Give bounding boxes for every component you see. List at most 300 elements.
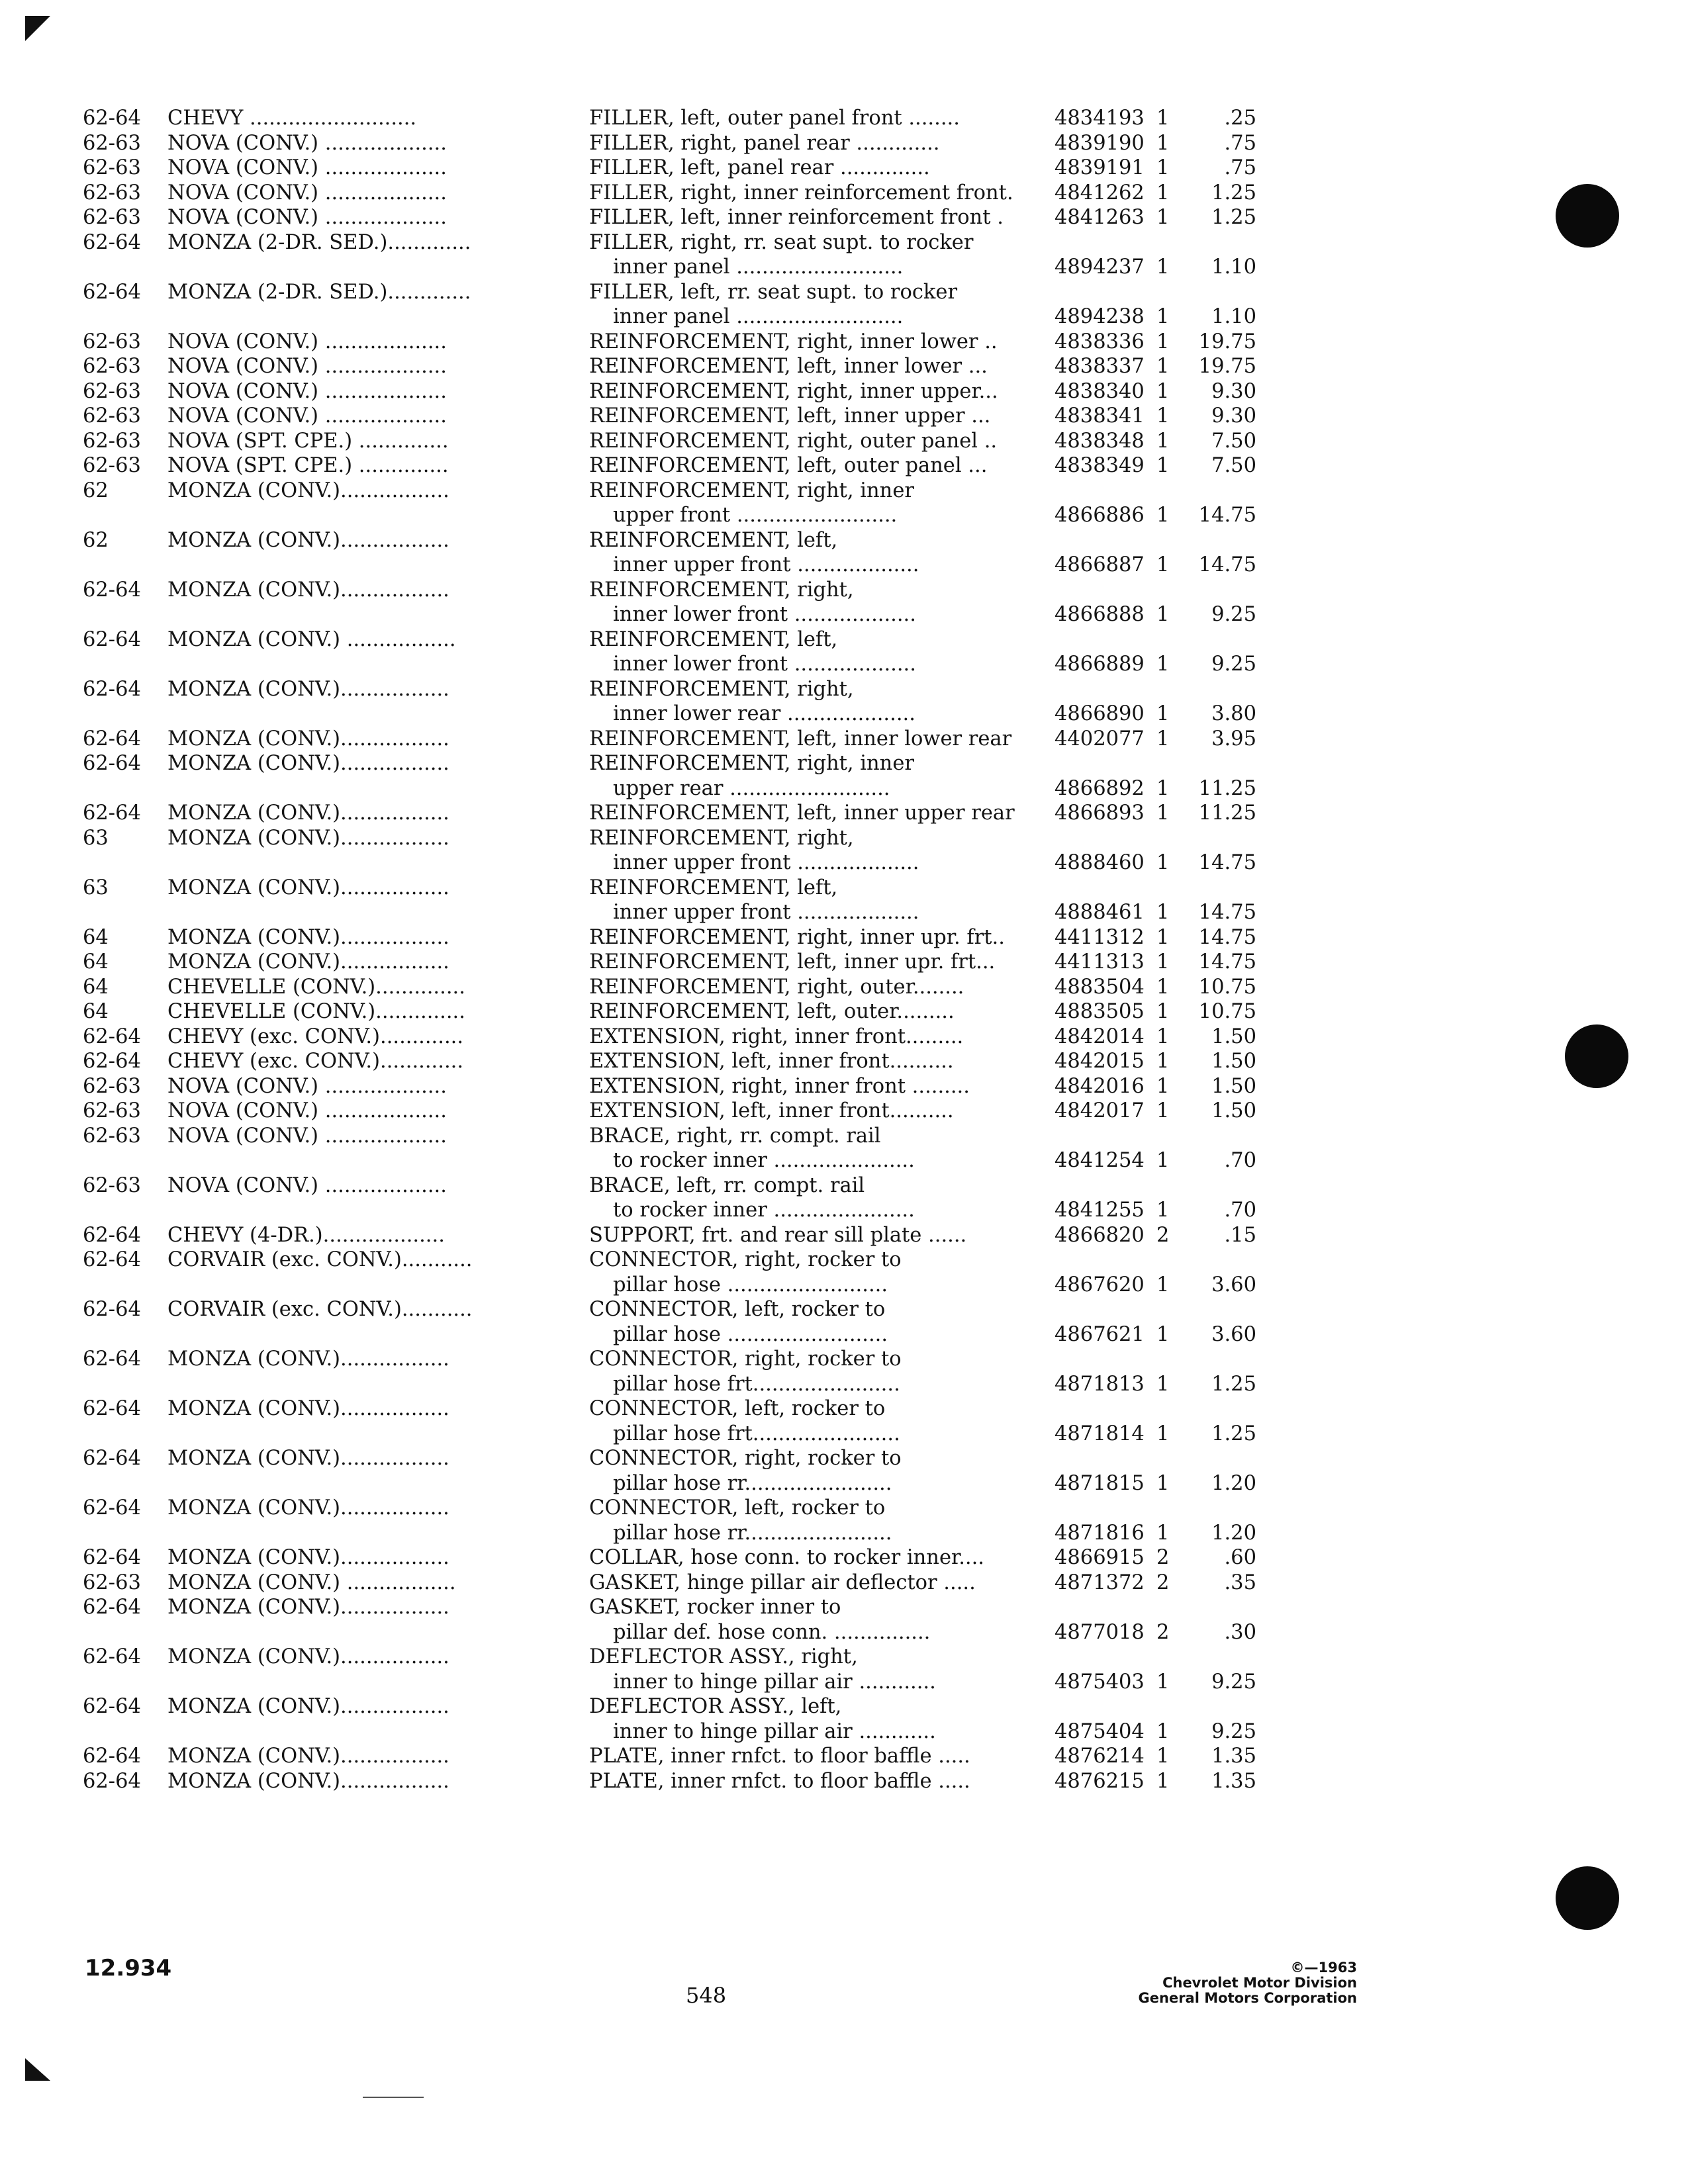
part-number: 4841263 <box>1055 206 1145 229</box>
part-description <box>589 330 1112 355</box>
part-description-continuation: pillar hose rr....................... <box>613 1471 892 1495</box>
part-description-line: FILLER, left, rr. seat supt. to rocker <box>589 280 958 304</box>
parts-row <box>83 330 1274 355</box>
list-price: 1.10 <box>1211 305 1256 328</box>
part-description <box>589 106 1112 131</box>
list-price: 3.80 <box>1211 702 1256 725</box>
part-number: 4402077 <box>1055 727 1145 751</box>
quantity: 1 <box>1156 1745 1170 1768</box>
part-description-line: REINFORCEMENT, right, inner <box>589 478 914 502</box>
part-description-line: REINFORCEMENT, right, inner lower .. <box>589 330 998 353</box>
model-name: MONZA (CONV.)................. <box>167 1347 449 1371</box>
parts-row <box>83 106 1274 131</box>
list-price: 14.75 <box>1198 925 1256 949</box>
model-year: 62-64 <box>83 801 141 825</box>
part-description-line: REINFORCEMENT, right, <box>589 826 854 850</box>
part-number: 4839191 <box>1055 156 1145 179</box>
part-description-line: DEFLECTOR ASSY., right, <box>589 1645 858 1668</box>
part-description-line: REINFORCEMENT, left, <box>589 528 838 552</box>
quantity: 1 <box>1156 1099 1170 1122</box>
parts-row <box>83 1248 1274 1297</box>
parts-row <box>83 677 1274 727</box>
parts-row <box>83 1347 1274 1396</box>
model-name: MONZA (CONV.)................. <box>167 1645 449 1668</box>
part-description-line: REINFORCEMENT, right, inner upper... <box>589 379 998 403</box>
model-year: 62-64 <box>83 1223 141 1247</box>
quantity: 1 <box>1156 1322 1170 1346</box>
corporation-line: General Motors Corporation <box>1138 1990 1357 2006</box>
model-year: 62-63 <box>83 355 141 378</box>
parts-row <box>83 1595 1274 1645</box>
list-price: 7.50 <box>1211 429 1256 453</box>
model-name: NOVA (CONV.) ................... <box>167 181 447 205</box>
list-price: .75 <box>1224 131 1256 155</box>
list-price: 14.75 <box>1198 851 1256 874</box>
part-description <box>589 1769 1112 1794</box>
quantity: 1 <box>1156 1769 1170 1793</box>
part-description-line: REINFORCEMENT, right, outer........ <box>589 975 964 999</box>
part-number: 4841255 <box>1055 1199 1145 1222</box>
model-year: 62-64 <box>83 1645 141 1668</box>
part-description-continuation: pillar hose ......................... <box>613 1273 888 1297</box>
part-description-continuation: to rocker inner ...................... <box>613 1149 915 1172</box>
part-number: 4839190 <box>1055 131 1145 155</box>
model-name: NOVA (CONV.) ................... <box>167 206 447 229</box>
part-number: 4838336 <box>1055 330 1145 353</box>
model-year: 62-64 <box>83 1298 141 1321</box>
part-description-line: PLATE, inner rnfct. to floor baffle ..... <box>589 1745 970 1768</box>
part-description <box>589 156 1112 181</box>
parts-row <box>83 627 1274 677</box>
model-year: 62-64 <box>83 1695 141 1718</box>
model-name: NOVA (CONV.) ................... <box>167 404 447 428</box>
model-year: 62-64 <box>83 1745 141 1768</box>
part-number: 4867620 <box>1055 1273 1145 1297</box>
part-description-line: GASKET, rocker inner to <box>589 1596 841 1619</box>
part-description-line: REINFORCEMENT, right, <box>589 578 854 602</box>
part-description-continuation: inner lower front ................... <box>613 653 916 676</box>
parts-row <box>83 1694 1274 1744</box>
list-price: 9.25 <box>1211 1670 1256 1694</box>
part-description-line: REINFORCEMENT, left, outer panel ... <box>589 454 988 477</box>
list-price: 14.75 <box>1198 901 1256 924</box>
part-description-continuation: pillar hose frt....................... <box>613 1422 900 1445</box>
part-description-line: CONNECTOR, right, rocker to <box>589 1248 902 1271</box>
part-description-line: FILLER, left, panel rear .............. <box>589 156 930 179</box>
model-name: CORVAIR (exc. CONV.)........... <box>167 1298 473 1321</box>
corner-crop-mark-bottom <box>25 2058 50 2081</box>
quantity: 2 <box>1156 1546 1170 1569</box>
model-year: 63 <box>83 876 109 899</box>
model-year: 62 <box>83 528 109 552</box>
quantity: 1 <box>1156 901 1170 924</box>
model-year: 62-64 <box>83 1496 141 1520</box>
list-price: 9.25 <box>1211 1719 1256 1743</box>
model-name: MONZA (CONV.)................. <box>167 1596 449 1619</box>
model-year: 62-64 <box>83 1248 141 1271</box>
part-description <box>589 975 1112 1000</box>
quantity: 1 <box>1156 404 1170 428</box>
part-number: 4838341 <box>1055 404 1145 428</box>
list-price: 1.35 <box>1211 1745 1256 1768</box>
part-number: 4871813 <box>1055 1372 1145 1396</box>
model-year: 62-64 <box>83 578 141 602</box>
quantity: 1 <box>1156 702 1170 725</box>
model-year: 62-64 <box>83 280 141 304</box>
part-description-line: REINFORCEMENT, right, outer panel .. <box>589 429 998 453</box>
quantity: 2 <box>1156 1570 1170 1594</box>
model-name: MONZA (CONV.) ................. <box>167 1570 456 1594</box>
list-price: 3.60 <box>1211 1322 1256 1346</box>
list-price: 1.25 <box>1211 1372 1256 1396</box>
model-year: 62-63 <box>83 454 141 477</box>
quantity: 1 <box>1156 1024 1170 1048</box>
list-price: 19.75 <box>1198 355 1256 378</box>
quantity: 1 <box>1156 1074 1170 1098</box>
part-description-continuation: pillar hose frt....................... <box>613 1372 900 1396</box>
parts-row <box>83 453 1274 478</box>
part-number: 4875403 <box>1055 1670 1145 1694</box>
model-year: 62-64 <box>83 1769 141 1793</box>
part-description <box>589 379 1112 404</box>
list-price: .35 <box>1224 1570 1256 1594</box>
model-name: MONZA (CONV.)................. <box>167 950 449 974</box>
list-price: 10.75 <box>1198 975 1256 999</box>
parts-row <box>83 528 1274 578</box>
list-price: 19.75 <box>1198 330 1256 353</box>
model-name: MONZA (CONV.)................. <box>167 826 449 850</box>
part-description-continuation: pillar def. hose conn. ............... <box>613 1620 931 1644</box>
model-name: MONZA (CONV.)................. <box>167 876 449 899</box>
part-number: 4866893 <box>1055 801 1145 825</box>
part-description-line: REINFORCEMENT, right, inner <box>589 752 914 775</box>
part-description-line: PLATE, inner rnfct. to floor baffle ..... <box>589 1769 970 1793</box>
list-price: 7.50 <box>1211 454 1256 477</box>
model-name: NOVA (SPT. CPE.) .............. <box>167 429 449 453</box>
part-description-line: FILLER, right, panel rear ............. <box>589 131 940 155</box>
part-description <box>589 131 1112 156</box>
quantity: 1 <box>1156 156 1170 179</box>
part-number: 4871814 <box>1055 1422 1145 1445</box>
parts-price-list <box>83 106 1274 1794</box>
part-description-line: EXTENSION, right, inner front......... <box>589 1024 964 1048</box>
part-description-line: REINFORCEMENT, right, <box>589 677 854 701</box>
list-price: 14.75 <box>1198 504 1256 527</box>
model-name: MONZA (CONV.)................. <box>167 1769 449 1793</box>
part-description <box>589 950 1112 975</box>
publisher-credit <box>1033 1960 1357 2006</box>
part-description-continuation: inner panel .......................... <box>613 255 904 279</box>
section-code: 12.934 <box>85 1955 172 1981</box>
parts-row <box>83 156 1274 181</box>
part-description-line: COLLAR, hose conn. to rocker inner.... <box>589 1546 984 1569</box>
binder-punch-hole <box>1556 184 1619 248</box>
list-price: 1.50 <box>1211 1024 1256 1048</box>
part-description-line: REINFORCEMENT, left, inner lower ... <box>589 355 988 378</box>
part-description <box>589 1074 1112 1099</box>
part-description-continuation: inner to hinge pillar air ............ <box>613 1670 936 1694</box>
model-name: MONZA (CONV.)................. <box>167 528 449 552</box>
model-year: 62-63 <box>83 1099 141 1122</box>
part-description <box>589 1099 1112 1124</box>
parts-row <box>83 280 1274 330</box>
list-price: 11.25 <box>1198 801 1256 825</box>
model-name: CHEVY (4-DR.)................... <box>167 1223 445 1247</box>
model-year: 62-64 <box>83 1596 141 1619</box>
part-number: 4871372 <box>1055 1570 1145 1594</box>
parts-row <box>83 354 1274 379</box>
parts-row <box>83 429 1274 454</box>
quantity: 1 <box>1156 851 1170 874</box>
part-number: 4866888 <box>1055 603 1145 626</box>
part-description <box>589 429 1112 454</box>
part-description-line: EXTENSION, left, inner front.......... <box>589 1099 954 1122</box>
quantity: 1 <box>1156 255 1170 279</box>
quantity: 1 <box>1156 454 1170 477</box>
part-description-line: DEFLECTOR ASSY., left, <box>589 1695 842 1718</box>
model-year: 62-64 <box>83 727 141 751</box>
model-name: NOVA (CONV.) ................... <box>167 1099 447 1122</box>
parts-row <box>83 1396 1274 1446</box>
model-year: 62-63 <box>83 404 141 428</box>
part-description <box>589 1744 1112 1769</box>
quantity: 1 <box>1156 1000 1170 1023</box>
model-year: 62-64 <box>83 1447 141 1470</box>
parts-row <box>83 1099 1274 1124</box>
parts-row <box>83 727 1274 752</box>
model-name: CHEVY .......................... <box>167 107 417 130</box>
list-price: 1.25 <box>1211 1422 1256 1445</box>
part-description-line: EXTENSION, left, inner front.......... <box>589 1050 954 1073</box>
model-year: 62-63 <box>83 206 141 229</box>
quantity: 1 <box>1156 504 1170 527</box>
parts-row <box>83 1173 1274 1223</box>
part-number: 4894238 <box>1055 305 1145 328</box>
model-name: CORVAIR (exc. CONV.)........... <box>167 1248 473 1271</box>
part-description-line: FILLER, right, inner reinforcement front. <box>589 181 1013 205</box>
part-number: 4834193 <box>1055 107 1145 130</box>
part-number: 4871815 <box>1055 1471 1145 1495</box>
part-description-continuation: inner panel .......................... <box>613 305 904 328</box>
list-price: 9.25 <box>1211 653 1256 676</box>
quantity: 1 <box>1156 131 1170 155</box>
division-line: Chevrolet Motor Division <box>1162 1975 1357 1991</box>
binder-punch-hole <box>1556 1866 1619 1930</box>
model-year: 62-63 <box>83 131 141 155</box>
model-name: NOVA (CONV.) ................... <box>167 355 447 378</box>
model-name: MONZA (CONV.)................. <box>167 1447 449 1470</box>
part-description <box>589 1545 1112 1570</box>
part-description-line: REINFORCEMENT, left, outer......... <box>589 1000 955 1023</box>
quantity: 1 <box>1156 1471 1170 1495</box>
model-name: NOVA (CONV.) ................... <box>167 1074 447 1098</box>
model-year: 62-64 <box>83 230 141 254</box>
list-price: .25 <box>1224 107 1256 130</box>
part-description <box>589 404 1112 429</box>
part-number: 4866886 <box>1055 504 1145 527</box>
model-name: MONZA (CONV.)................. <box>167 1695 449 1718</box>
parts-row <box>83 205 1274 230</box>
part-description-line: CONNECTOR, right, rocker to <box>589 1447 902 1470</box>
part-description-continuation: pillar hose ......................... <box>613 1322 888 1346</box>
model-year: 62-63 <box>83 1173 141 1197</box>
parts-row <box>83 230 1274 280</box>
quantity: 1 <box>1156 925 1170 949</box>
list-price: 1.20 <box>1211 1471 1256 1495</box>
model-year: 64 <box>83 1000 109 1023</box>
parts-row <box>83 478 1274 528</box>
parts-row <box>83 1744 1274 1769</box>
model-name: MONZA (CONV.)................. <box>167 1397 449 1420</box>
parts-row <box>83 181 1274 206</box>
part-description-line: REINFORCEMENT, left, inner upper ... <box>589 404 991 428</box>
model-name: MONZA (CONV.)................. <box>167 677 449 701</box>
part-number: 4838337 <box>1055 355 1145 378</box>
list-price: 11.25 <box>1198 776 1256 800</box>
page-number: 548 <box>686 1983 727 2008</box>
part-number: 4866915 <box>1055 1546 1145 1569</box>
model-year: 62-63 <box>83 330 141 353</box>
parts-row <box>83 1024 1274 1050</box>
parts-row <box>83 1769 1274 1794</box>
part-description-line: REINFORCEMENT, left, <box>589 876 838 899</box>
part-description <box>589 1570 1112 1596</box>
model-name: MONZA (CONV.)................. <box>167 801 449 825</box>
list-price: 1.20 <box>1211 1521 1256 1545</box>
parts-row <box>83 1124 1274 1173</box>
part-number: 4876215 <box>1055 1769 1145 1793</box>
part-number: 4871816 <box>1055 1521 1145 1545</box>
model-name: MONZA (CONV.)................. <box>167 478 449 502</box>
parts-row <box>83 1297 1274 1347</box>
parts-row <box>83 801 1274 826</box>
parts-row <box>83 131 1274 156</box>
part-description <box>589 354 1112 379</box>
corner-crop-mark-top <box>25 16 50 41</box>
model-year: 62-63 <box>83 379 141 403</box>
part-number: 4842014 <box>1055 1024 1145 1048</box>
model-name: NOVA (CONV.) ................... <box>167 1124 447 1148</box>
parts-row <box>83 404 1274 429</box>
part-number: 4838340 <box>1055 379 1145 403</box>
model-year: 62-63 <box>83 156 141 179</box>
part-description-line: SUPPORT, frt. and rear sill plate ...... <box>589 1223 967 1247</box>
parts-row <box>83 751 1274 801</box>
quantity: 1 <box>1156 975 1170 999</box>
quantity: 1 <box>1156 1050 1170 1073</box>
parts-row <box>83 1223 1274 1248</box>
part-number: 4838348 <box>1055 429 1145 453</box>
parts-row <box>83 925 1274 950</box>
quantity: 1 <box>1156 1521 1170 1545</box>
binder-punch-hole <box>1565 1024 1628 1088</box>
part-number: 4842015 <box>1055 1050 1145 1073</box>
model-year: 64 <box>83 925 109 949</box>
part-number: 4888460 <box>1055 851 1145 874</box>
model-year: 62-64 <box>83 1397 141 1420</box>
part-description-line: REINFORCEMENT, left, <box>589 627 838 651</box>
list-price: 9.30 <box>1211 404 1256 428</box>
part-number: 4411312 <box>1055 925 1145 949</box>
list-price: 14.75 <box>1198 553 1256 576</box>
parts-row <box>83 379 1274 404</box>
part-description-continuation: to rocker inner ...................... <box>613 1199 915 1222</box>
part-description <box>589 727 1112 752</box>
part-description-continuation: inner to hinge pillar air ............ <box>613 1719 936 1743</box>
model-name: NOVA (CONV.) ................... <box>167 379 447 403</box>
part-number: 4867621 <box>1055 1322 1145 1346</box>
list-price: 9.25 <box>1211 603 1256 626</box>
parts-row <box>83 826 1274 876</box>
part-description-line: BRACE, right, rr. compt. rail <box>589 1124 881 1148</box>
list-price: 10.75 <box>1198 1000 1256 1023</box>
part-description-line: CONNECTOR, left, rocker to <box>589 1397 886 1420</box>
list-price: .70 <box>1224 1199 1256 1222</box>
part-description-line: EXTENSION, right, inner front ......... <box>589 1074 970 1098</box>
part-description-line: CONNECTOR, left, rocker to <box>589 1496 886 1520</box>
quantity: 1 <box>1156 776 1170 800</box>
quantity: 1 <box>1156 1149 1170 1172</box>
quantity: 1 <box>1156 1422 1170 1445</box>
part-description-continuation: inner upper front ................... <box>613 901 919 924</box>
quantity: 1 <box>1156 1719 1170 1743</box>
part-number: 4876214 <box>1055 1745 1145 1768</box>
model-year: 62-64 <box>83 107 141 130</box>
part-number: 4838349 <box>1055 454 1145 477</box>
model-name: NOVA (CONV.) ................... <box>167 131 447 155</box>
part-description <box>589 181 1112 206</box>
part-description-line: REINFORCEMENT, left, inner upr. frt... <box>589 950 996 974</box>
list-price: 1.25 <box>1211 181 1256 205</box>
model-year: 64 <box>83 975 109 999</box>
quantity: 1 <box>1156 653 1170 676</box>
model-name: MONZA (CONV.)................. <box>167 1745 449 1768</box>
part-description-continuation: pillar hose rr....................... <box>613 1521 892 1545</box>
part-number: 4841254 <box>1055 1149 1145 1172</box>
parts-row <box>83 950 1274 975</box>
quantity: 1 <box>1156 1670 1170 1694</box>
list-price: .30 <box>1224 1620 1256 1644</box>
model-name: MONZA (CONV.)................. <box>167 925 449 949</box>
quantity: 1 <box>1156 305 1170 328</box>
part-number: 4866889 <box>1055 653 1145 676</box>
model-year: 62-64 <box>83 752 141 775</box>
model-name: MONZA (CONV.)................. <box>167 727 449 751</box>
list-price: 14.75 <box>1198 950 1256 974</box>
list-price: 1.35 <box>1211 1769 1256 1793</box>
part-number: 4842017 <box>1055 1099 1145 1122</box>
parts-row <box>83 1570 1274 1596</box>
part-description-line: FILLER, left, inner reinforcement front . <box>589 206 1004 229</box>
model-name: CHEVELLE (CONV.).............. <box>167 1000 465 1023</box>
part-description-line: CONNECTOR, right, rocker to <box>589 1347 902 1371</box>
parts-row <box>83 999 1274 1024</box>
part-description <box>589 801 1112 826</box>
model-year: 62-63 <box>83 1074 141 1098</box>
part-description-continuation: upper rear ......................... <box>613 776 890 800</box>
quantity: 1 <box>1156 950 1170 974</box>
parts-row <box>83 578 1274 627</box>
model-name: MONZA (2-DR. SED.)............. <box>167 280 471 304</box>
parts-row <box>83 975 1274 1000</box>
model-name: MONZA (2-DR. SED.)............. <box>167 230 471 254</box>
part-number: 4877018 <box>1055 1620 1145 1644</box>
model-year: 63 <box>83 826 109 850</box>
model-name: NOVA (CONV.) ................... <box>167 1173 447 1197</box>
part-number: 4411313 <box>1055 950 1145 974</box>
part-number: 4841262 <box>1055 181 1145 205</box>
part-number: 4888461 <box>1055 901 1145 924</box>
